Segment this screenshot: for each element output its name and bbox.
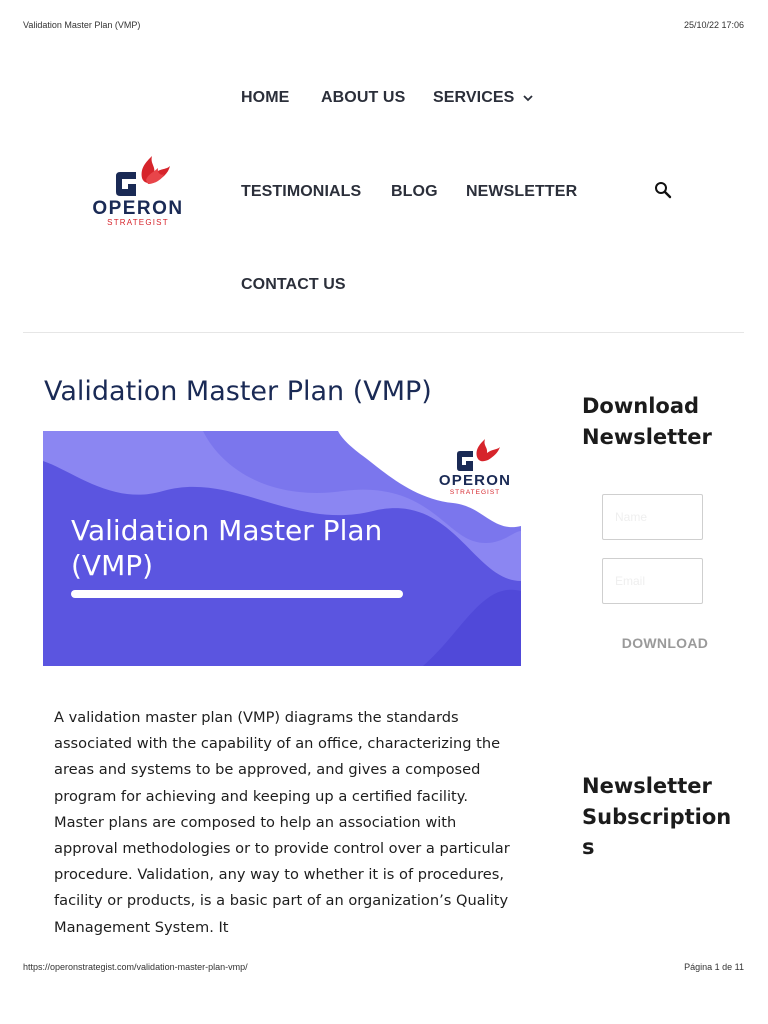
- banner-title: Validation Master Plan (VMP): [71, 514, 383, 582]
- article-body: A validation master plan (VMP) diagrams the standards associated with the capability of an office, characterizing the areas and systems to be approved, and gives a composed program for achieving and keeping up a certified facility. Master plans are composed to help an association with approval methodologies or to provide control over a particular procedure. Validation, any way to whether it is of procedures, facility or products, is a basic part of an organization’s Quality Management System. It: [54, 709, 510, 936]
- svg-text:STRATEGIST: STRATEGIST: [449, 489, 501, 496]
- header-divider: [23, 332, 744, 333]
- svg-text:OPERON: OPERON: [438, 472, 512, 489]
- name-field[interactable]: [602, 494, 703, 540]
- nav-blog[interactable]: BLOG: [391, 183, 438, 200]
- svg-text:STRATEGIST: STRATEGIST: [107, 218, 169, 227]
- page-title: Validation Master Plan (VMP): [44, 376, 432, 407]
- print-footer: [23, 962, 744, 972]
- nav-about-us[interactable]: ABOUT US: [321, 89, 406, 106]
- nav-newsletter[interactable]: NEWSLETTER: [466, 183, 578, 200]
- operon-flame-logo-icon: [433, 437, 517, 497]
- banner-logo: [433, 437, 517, 497]
- print-footer-url: https://operonstrategist.com/validation-master-plan-vmp/: [23, 962, 248, 972]
- operon-flame-logo-icon: [84, 154, 192, 228]
- banner-underline: [71, 590, 403, 598]
- nav-services-label: SERVICES: [433, 89, 515, 106]
- email-field[interactable]: [602, 558, 703, 604]
- print-header-title: Validation Master Plan (VMP): [23, 20, 141, 30]
- search-icon[interactable]: [654, 181, 672, 199]
- print-header-datetime: 25/10/22 17:06: [683, 20, 744, 30]
- site-logo[interactable]: [84, 154, 192, 228]
- download-newsletter-heading: Download Newsletter: [582, 394, 712, 449]
- chevron-down-icon: [522, 94, 534, 102]
- nav-testimonials[interactable]: TESTIMONIALS: [241, 183, 362, 200]
- nav-contact-us[interactable]: CONTACT US: [241, 276, 346, 293]
- print-header: [23, 20, 744, 30]
- nav-services[interactable]: [433, 89, 534, 107]
- newsletter-subscriptions-heading: Newsletter Subscriptions: [582, 774, 732, 859]
- print-footer-page: Página 1 de 11: [684, 962, 744, 972]
- nav-home[interactable]: HOME: [241, 89, 290, 106]
- download-button[interactable]: DOWNLOAD: [611, 633, 719, 653]
- article-banner: [43, 431, 521, 666]
- svg-text:OPERON: OPERON: [92, 198, 184, 219]
